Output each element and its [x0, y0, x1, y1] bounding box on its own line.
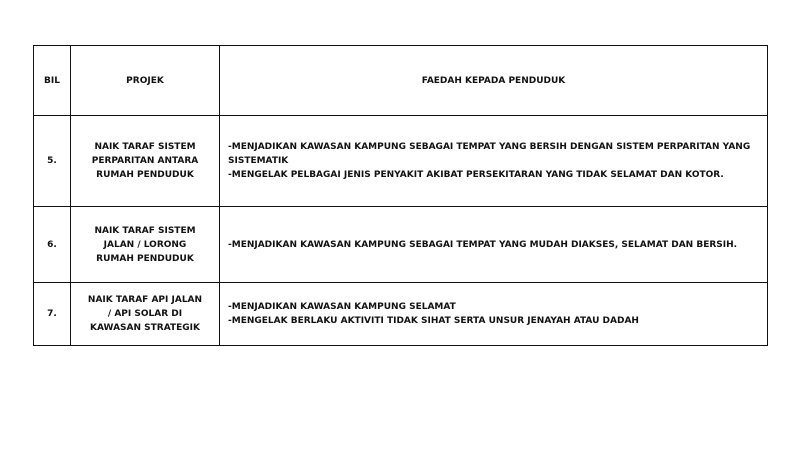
row-number: 5. [34, 116, 71, 207]
project-name-line: NAIK TARAF SISTEM [94, 225, 196, 236]
project-name-line: RUMAH PENDUDUK [96, 253, 194, 264]
benefit-item: -MENGELAK PELBAGAI JENIS PENYAKIT AKIBAT PERSEKITARAN YANG TIDAK SELAMAT DAN KOTOR. [228, 170, 724, 180]
benefit-cell [220, 283, 768, 346]
benefit-item: -MENJADIKAN KAWASAN KAMPUNG SEBAGAI TEMPAT YANG BERSIH DENGAN SISTEM PERPARITAN YANG SISTEMATIK [228, 142, 751, 166]
row-number: 7. [34, 283, 71, 346]
projects-table [33, 45, 768, 346]
table-row [34, 116, 768, 207]
benefit-cell [220, 116, 768, 207]
project-name-line: RUMAH PENDUDUK [96, 170, 194, 180]
benefit-item: -MENJADIKAN KAWASAN KAMPUNG SEBAGAI TEMPAT YANG MUDAH DIAKSES, SELAMAT DAN BERSIH. [228, 239, 738, 250]
project-name-line: NAIK TARAF SISTEM [94, 142, 196, 152]
benefit-item: -MENJADIKAN KAWASAN KAMPUNG SELAMAT [228, 302, 456, 312]
benefit-item: -MENGELAK BERLAKU AKTIVITI TIDAK SIHAT SERTA UNSUR JENAYAH ATAU DADAH [228, 316, 639, 326]
project-name-line: NAIK TARAF API JALAN [87, 295, 203, 305]
row-number: 6. [34, 207, 71, 283]
table-row [34, 283, 768, 346]
table-header-row [34, 46, 768, 116]
project-name-line: / API SOLAR DI [107, 309, 183, 319]
project-name [71, 207, 220, 283]
header-faedah: FAEDAH KEPADA PENDUDUK [220, 46, 768, 116]
project-name [71, 116, 220, 207]
project-name [71, 283, 220, 346]
benefit-cell [220, 207, 768, 283]
header-bil: BIL [34, 46, 71, 116]
project-name-line: KAWASAN STRATEGIK [90, 323, 200, 333]
project-name-line: PERPARITAN ANTARA [91, 156, 199, 166]
table-row [34, 207, 768, 283]
header-projek: PROJEK [71, 46, 220, 116]
project-name-line: JALAN / LORONG [103, 239, 187, 250]
